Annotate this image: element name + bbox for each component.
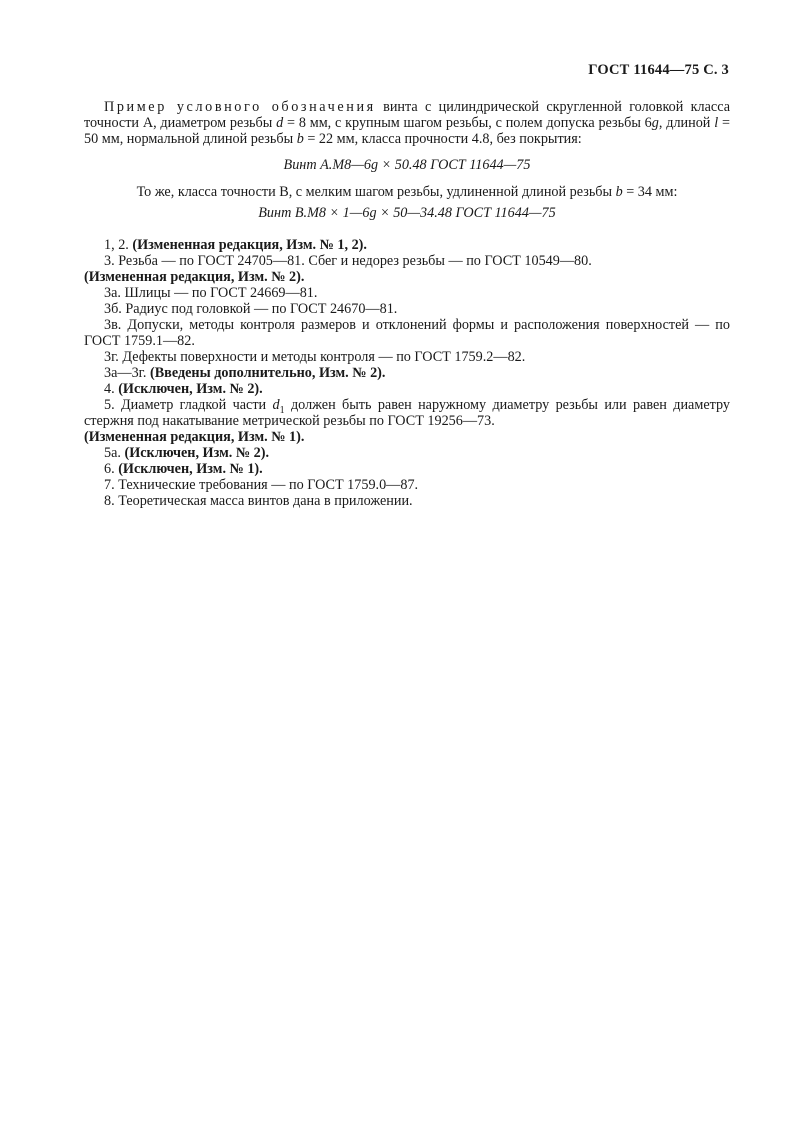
item-7: 7. Технические требования — по ГОСТ 1759.0—87. xyxy=(104,477,419,493)
item-3b: 3б. Радиус под головкой — по ГОСТ 24670—81. xyxy=(104,301,398,317)
item-1-2: 1, 2. (Измененная редакция, Изм. № 1, 2). xyxy=(104,237,367,253)
item-3a-3g: 3а—3г. (Введены дополнительно, Изм. № 2). xyxy=(104,365,386,381)
item-3: 3. Резьба — по ГОСТ 24705—81. Сбег и недорез резьбы — по ГОСТ 10549—80. xyxy=(104,253,592,269)
item-8: 8. Теоретическая масса винтов дана в приложении. xyxy=(104,493,413,509)
page-header: ГОСТ 11644—75 С. 3 xyxy=(588,62,729,78)
document-body xyxy=(84,99,730,509)
item-4: 4. (Исключен, Изм. № 2). xyxy=(104,381,263,397)
item-5: 5. Диаметр гладкой части $d_1$ должен быть равен наружному диаметру резьбы или равен диаметру стержня под накатывание метрической резьбы по ГОСТ 19256—73. xyxy=(84,397,730,429)
item-5-revision: (Измененная редакция, Изм. № 1). xyxy=(84,429,305,445)
designation-formula-2: Винт В.М8 × 1—6g × 50—34.48 ГОСТ 11644—75 xyxy=(258,205,556,221)
item-3a: 3а. Шлицы — по ГОСТ 24669—81. xyxy=(104,285,318,301)
example-heading: Пример условного обозначения xyxy=(104,99,376,115)
item-5a: 5а. (Исключен, Изм. № 2). xyxy=(104,445,270,461)
item-3v: 3в. Допуски, методы контроля размеров и отклонений формы и расположения поверхностей — по ГОСТ 1759.1—82. xyxy=(84,317,730,349)
item-6: 6. (Исключен, Изм. № 1). xyxy=(104,461,263,477)
item-3-revision: (Измененная редакция, Изм. № 2). xyxy=(84,269,305,285)
example-paragraph: Пример условного обозначения винта с цилиндрической скругленной головкой класса точности А, диаметром резьбы d = 8 мм, с крупным шагом резьбы, с полем допуска резьбы 6g, длиной l = 50 мм, нормальной длиной резьбы b = 22 мм, класса прочности 4.8, без покрытия: xyxy=(84,99,730,147)
designation-formula-1: Винт А.М8—6g × 50.48 ГОСТ 11644—75 xyxy=(283,157,531,173)
example-paragraph-2: То же, класса точности В, с мелким шагом резьбы, удлиненной длиной резьбы b = 34 мм: xyxy=(136,184,678,200)
item-3g: 3г. Дефекты поверхности и методы контроля — по ГОСТ 1759.2—82. xyxy=(104,349,526,365)
